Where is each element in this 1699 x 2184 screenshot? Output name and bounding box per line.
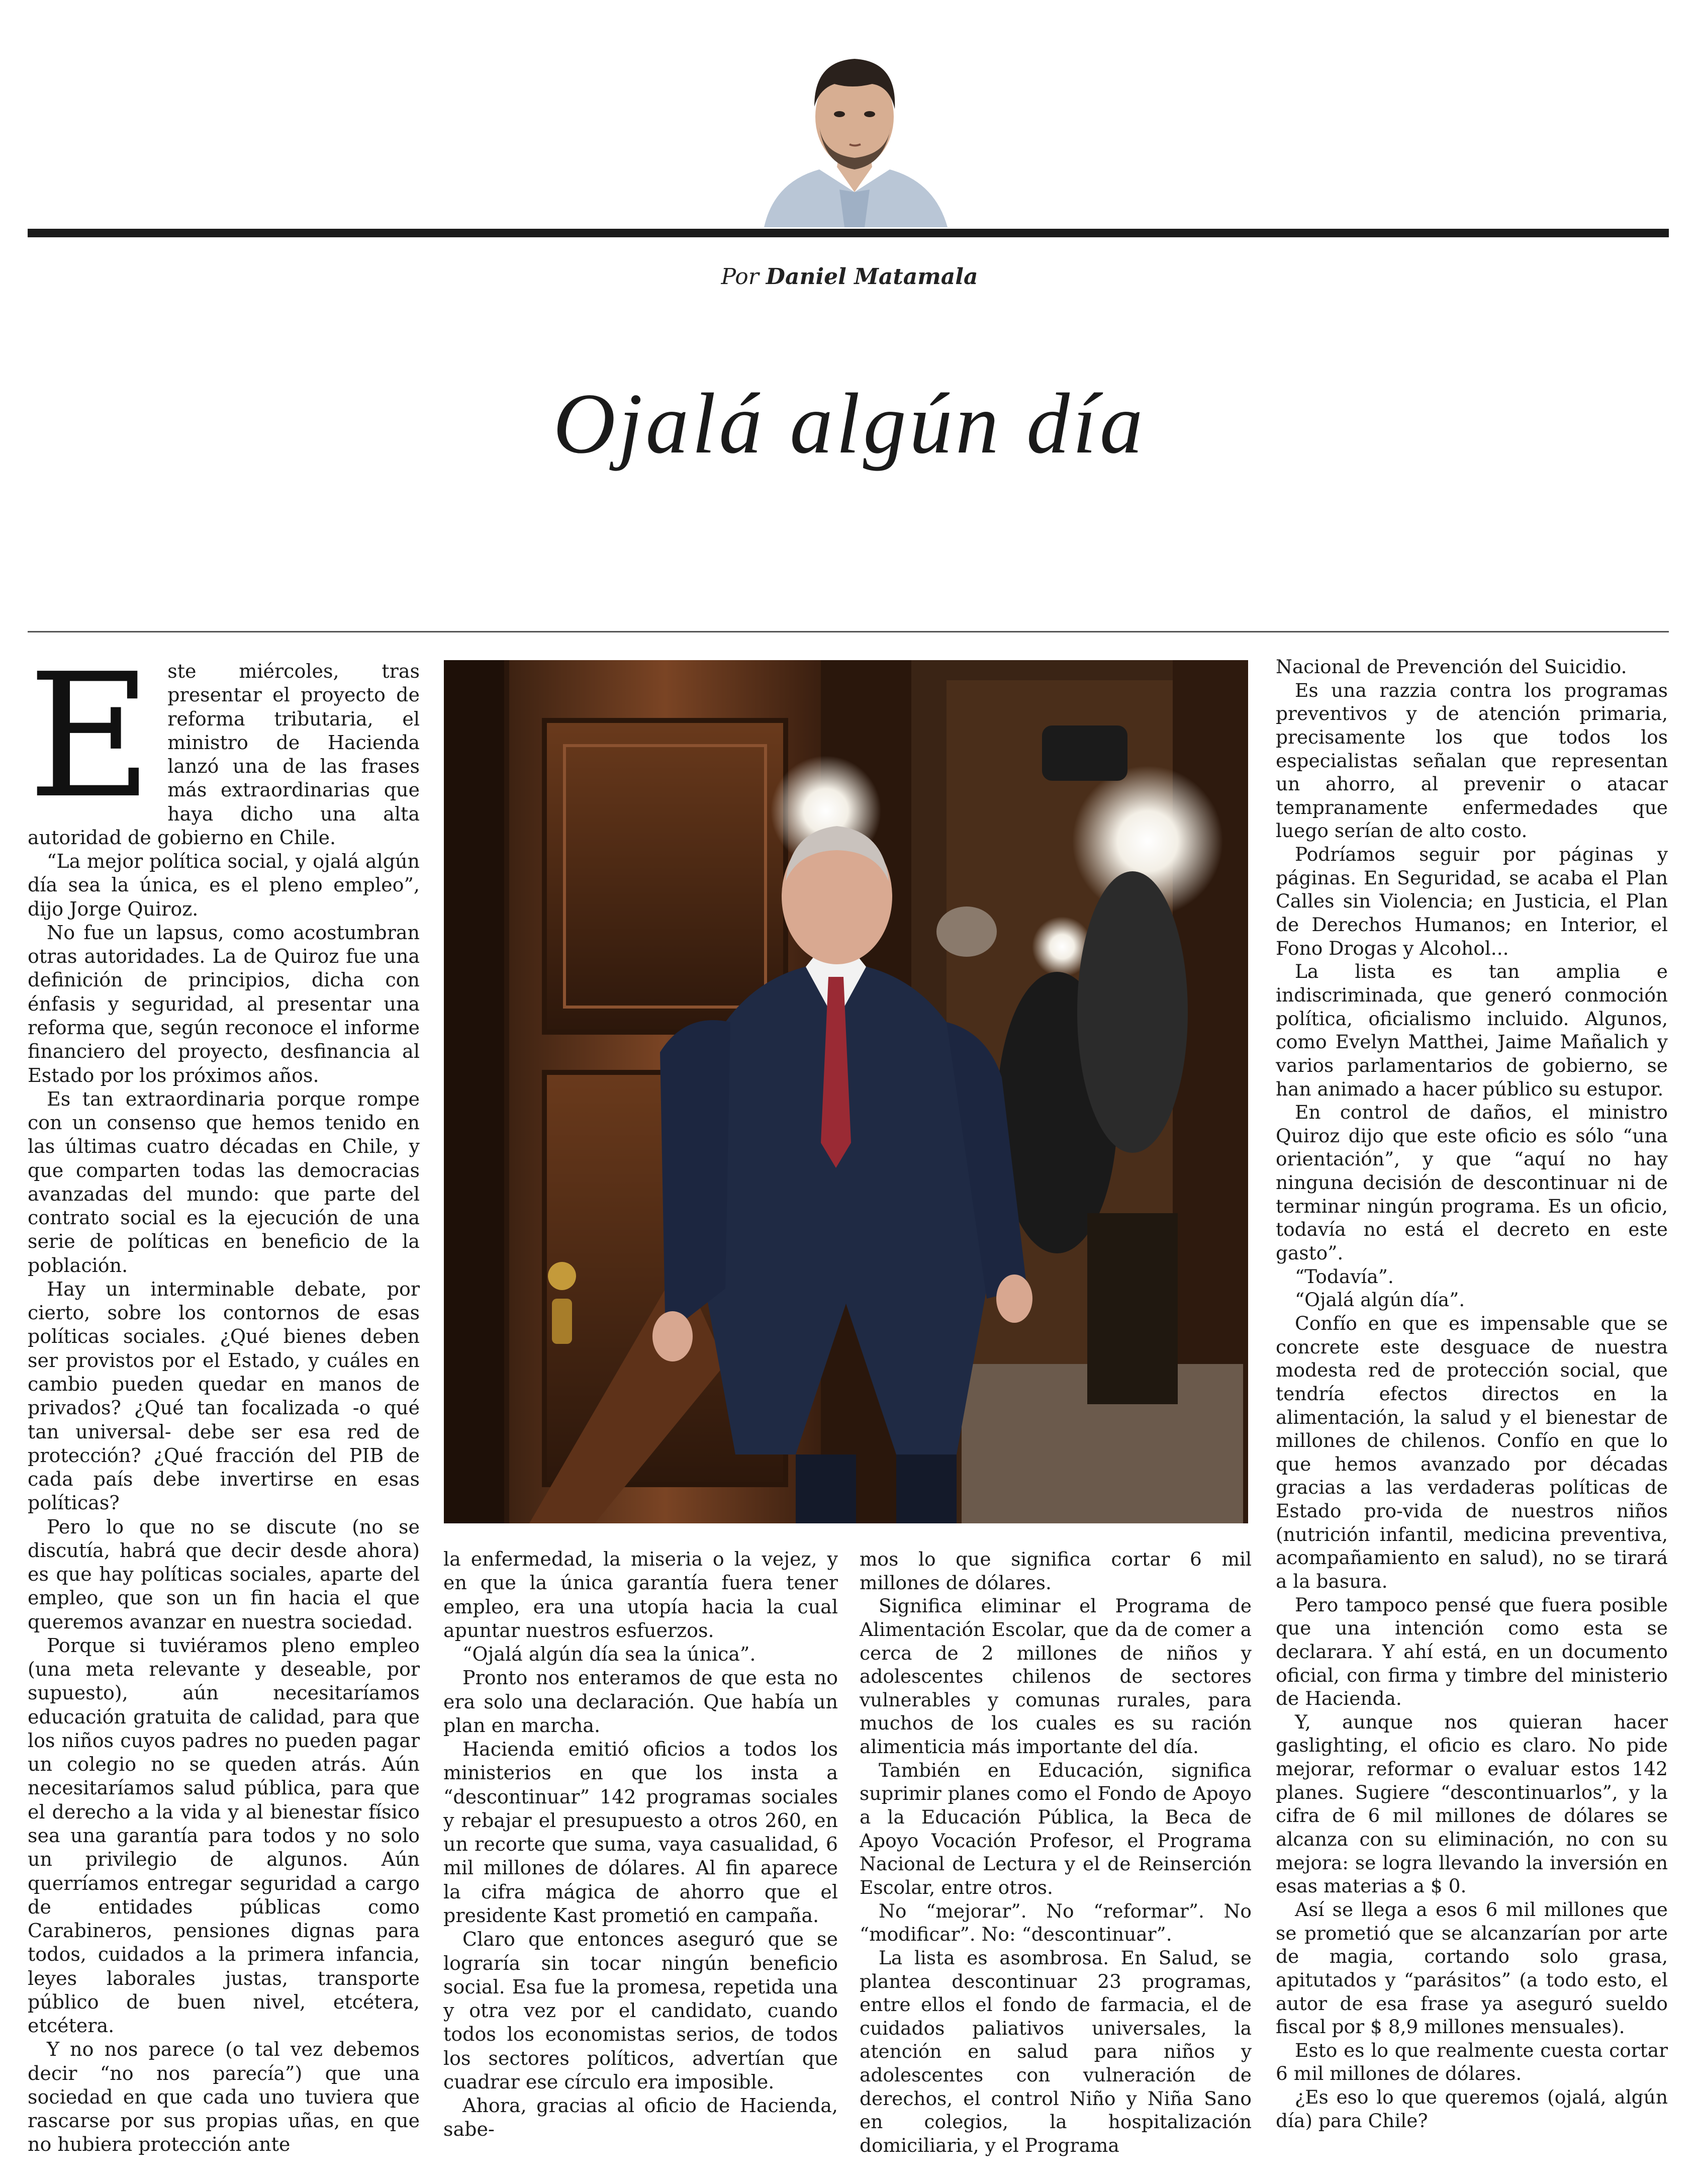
paragraph: Pero tampoco pensé que fuera posible que una intención como esta se declarara. Y ahí está, en un documento oficial, con firma y timbre del ministerio de Hacienda. — [1276, 1593, 1668, 1710]
paragraph: Y, aunque nos quieran hacer gaslighting, el oficio es claro. No pide mejorar, reformar o evaluar estos 142 planes. Sugiere “descontinuarlos”, y la cifra de 6 mil millones de dólares se alcanza con su eliminación, no con su mejora: se logra llevando la inversión en esas materias a $ 0. — [1276, 1710, 1668, 1897]
paragraph: Pronto nos enteramos de que esta no era solo una declaración. Que había un plan en marcha. — [443, 1667, 838, 1737]
paragraph: No fue un lapsus, como acostumbran otras autoridades. La de Quiroz fue una definición de principios, dicha con énfasis y seguridad, al presentar una reforma que, según reconoce el informe financiero del proyecto, desfinancia al Estado por los próximos años. — [28, 921, 420, 1086]
paragraph: la enfermedad, la miseria o la vejez, y en que la única garantía fuera tener empleo, era una utopía hacia la cual apuntar nuestros esfuerzos. — [443, 1548, 838, 1642]
paragraph: “La mejor política social, y ojalá algún día sea la única, es el pleno empleo”, dijo Jorge Quiroz. — [28, 850, 420, 920]
byline-prefix: Por — [721, 264, 759, 290]
paragraph: Hacienda emitió oficios a todos los ministerios en que los insta a “descontinuar” 142 programas sociales y rebajar el presupuesto a otros 260, en un recorte que suma, vaya casualidad, 6 mil millones de dólares. Al fin aparece la cifra mágica de ahorro que el presidente Kast prometió en campaña. — [443, 1738, 838, 1927]
paragraph: Hay un interminable debate, por cierto, sobre los contornos de esas políticas sociales. ¿Qué bienes deben ser provistos por el Estado, y cuáles en cambio pueden quedar en manos de privados? ¿Qué tan focalizada -o qué tan universal- debe ser esa red de protección? ¿Qué fracción del PIB de cada país debe invertirse en esas políticas? — [28, 1278, 420, 1514]
paragraph: Significa eliminar el Programa de Alimentación Escolar, que da de comer a cerca de 2 millones de niños y adolescentes chilenos de sectores vulnerables y comunas rurales, para muchos de los cuales es su ración alimenticia más importante del día. — [860, 1595, 1252, 1758]
paragraph: No “mejorar”. No “reformar”. No “modificar”. No: “descontinuar”. — [860, 1899, 1252, 1946]
paragraph: “Todavía”. — [1295, 1265, 1394, 1288]
article-column-2 — [443, 1548, 838, 2161]
paragraph: En control de daños, el ministro Quiroz dijo que este oficio es sólo “una orientación”, y que “aquí no hay ninguna decisión de descontinuar ni de terminar ningún programa. Es un oficio, todavía no está el decreto en este gasto”. — [1276, 1101, 1668, 1264]
paragraph: Porque si tuviéramos pleno empleo (una meta relevante y deseable, por supuesto), aún necesitaríamos educación gratuita de calidad, para que los niños cuyos padres no pueden pagar un colegio no se queden atrás. Aún necesitaríamos salud pública, para que el derecho a la vida y al bienestar físico sea una garantía para todos y no solo un privilegio de algunos. Aún querríamos entregar seguridad a cargo de entidades públicas como Carabineros, pensiones dignas para todos, cuidados a la primera infancia, leyes laborales justas, transporte público de buen nivel, etcétera, etcétera. — [28, 1634, 420, 2037]
paragraph: Es una razzia contra los programas preventivos y de atención primaria, precisamente los que todos los especialistas señalan que representan un ahorro, al prevenir o atacar tempranamente enfermedades que luego serían de alto costo. — [1276, 679, 1668, 842]
paragraph — [28, 637, 420, 850]
paragraph: Ahora, gracias al oficio de Hacienda, sabe- — [443, 2095, 838, 2141]
article-column-4 — [1276, 655, 1668, 2161]
paragraph: La lista es asombrosa. En Salud, se plantea descontinuar 23 programas, entre ellos el fondo de farmacia, el de cuidados paliativos universales, la atención en salud para niños y adolescentes con vulneración de derechos, el control Niño y Niña Sano en colegios, la hospitalización domiciliaria, y el Programa — [860, 1946, 1252, 2157]
article-column-1 — [28, 637, 420, 2160]
paragraph: “Ojalá algún día sea la única”. — [462, 1643, 756, 1666]
header-rule — [28, 229, 1669, 237]
paragraph: Claro que entonces aseguró que se lograría sin tocar ningún beneficio social. Esa fue la promesa, repetida una y otra vez por el candidato, cuando todos los economistas serios, de todos los sectores políticos, advertían que cuadrar ese círculo era imposible. — [443, 1928, 838, 2093]
paragraph: ¿Es eso lo que queremos (ojalá, algún día) para Chile? — [1276, 2086, 1668, 2132]
paragraph: Así se llega a esos 6 mil millones que se prometió que se alcanzarían por arte de magia, cortando solo grasa, apitutados y “parásitos” (a todo esto, el autor de esa frase ya aseguró sueldo fiscal por $ 8,9 millones mensuales). — [1276, 1898, 1668, 2038]
article-column-3 — [860, 1548, 1252, 2161]
author-portrait — [744, 41, 965, 227]
paragraph: La lista es tan amplia e indiscriminada, que generó conmoción política, oficialismo incluido. Algunos, como Evelyn Matthei, Jaime Mañalich y varios parlamentarios de gobierno, se han animado a hacer público su estupor. — [1276, 960, 1668, 1100]
paragraph: Es tan extraordinaria porque rompe con un consenso que hemos tenido en las últimas cuatro décadas en Chile, y que comparten todas las democracias avanzadas del mundo: que parte del contrato social es la ejecución de una serie de políticas en beneficio de la población. — [28, 1087, 420, 1277]
paragraph: Pero lo que no se discute (no se discutía, habrá que decir desde ahora) es que hay políticas sociales, aparte del empleo, que son un fin hacia el que queremos avanzar en nuestra sociedad. — [28, 1515, 420, 1633]
page-title: Ojalá algún día — [553, 376, 1146, 472]
paragraph: Confío en que es impensable que se concrete este desguace de nuestra modesta red de protección social, que tendría efectos directos en la alimentación, la salud y el bienestar de millones de chilenos. Confío en que lo que hemos avanzado por décadas gracias a las verdaderas políticas de Estado pro-vida de nuestros niños (nutrición infantil, medicina preventiva, acompañamiento en salud), no se tirará a la basura. — [1276, 1312, 1668, 1592]
paragraph: Nacional de Prevención del Suicidio. — [1276, 656, 1627, 678]
paragraph: Podríamos seguir por páginas y páginas. En Seguridad, se acaba el Plan Calles sin Violencia; en Justicia, el Plan de Derechos Humanos; en Interior, el Fono Drogas y Alcohol... — [1276, 843, 1668, 959]
section-rule — [28, 631, 1669, 632]
paragraph: También en Educación, significa suprimir planes como el Fondo de Apoyo a la Educación Pública, la Beca de Apoyo Vocación Profesor, el Programa Nacional de Lectura y el de Reinserción Escolar, entre otros. — [860, 1759, 1252, 1898]
paragraph: Esto es lo que realmente cuesta cortar 6 mil millones de dólares. — [1276, 2039, 1668, 2085]
paragraph: “Ojalá algún día”. — [1295, 1289, 1465, 1311]
paragraph: Y no nos parece (o tal vez debemos decir “no nos parecía”) que una sociedad en que cada uno tuviera que rascarse por sus propias uñas, en que no hubiera protección ante — [28, 2038, 420, 2156]
byline — [0, 264, 1699, 290]
article-photo — [444, 660, 1248, 1523]
lead-text: ste miércoles, tras presentar el proyecto de reforma tributaria, el ministro de Hacienda lanzó una de las frases más extraordinarias que haya dicho una alta autoridad de gobierno en Chile. — [28, 660, 420, 849]
byline-author: Daniel Matamala — [766, 264, 978, 290]
drop-cap: E — [28, 637, 153, 836]
paragraph: mos lo que significa cortar 6 mil millones de dólares. — [860, 1548, 1252, 1594]
